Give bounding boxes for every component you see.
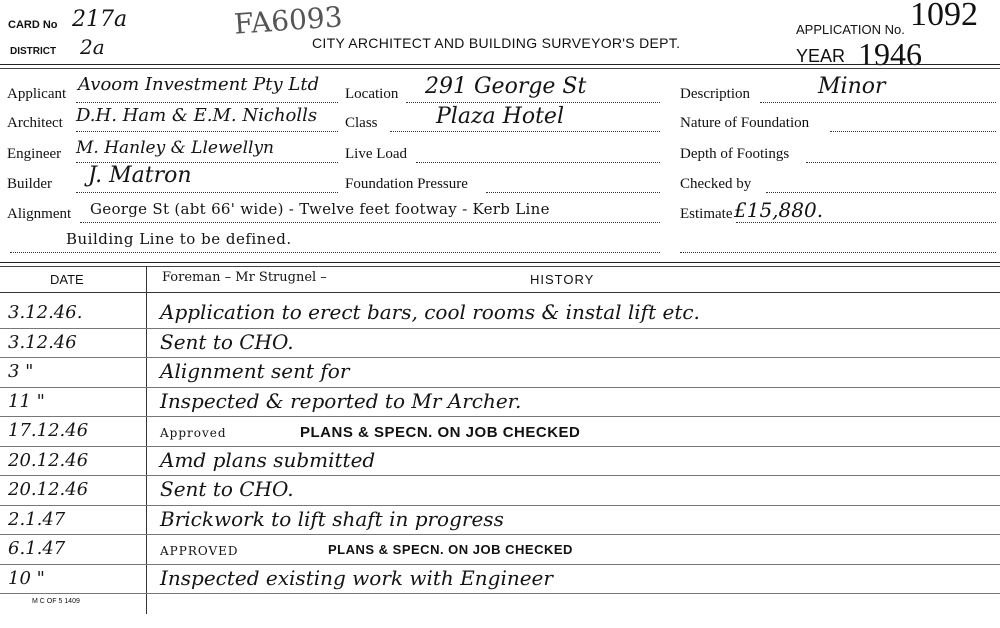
card-no-label: CARD No: [8, 19, 58, 31]
department-title: CITY ARCHITECT AND BUILDING SURVEYOR'S DEPT.: [312, 35, 681, 51]
history-date: 20.12.46: [8, 479, 89, 500]
date-column-header: DATE: [50, 272, 84, 287]
header-border-inner: [0, 68, 1000, 69]
history-row-line: [0, 505, 1000, 506]
checked-by-label: Checked by: [680, 176, 752, 192]
history-entry: Approved: [160, 426, 227, 440]
history-row-line: [0, 593, 1000, 594]
estimate-value: £15,880.: [734, 198, 824, 222]
history-row-line: [0, 446, 1000, 447]
history-entry: Application to erect bars, cool rooms & instal lift etc.: [160, 300, 700, 324]
history-row: [0, 536, 1000, 566]
history-top-border: [0, 262, 1000, 263]
foundation-pressure-line: [486, 192, 660, 193]
approval-stamp: PLANS & SPECN. ON JOB CHECKED: [328, 542, 573, 557]
history-entry: Sent to CHO.: [160, 477, 294, 501]
history-row-line: [0, 387, 1000, 388]
estimate-line: [736, 222, 996, 223]
architect-value: D.H. Ham & E.M. Nicholls: [76, 105, 318, 126]
district-value: 2a: [80, 35, 105, 59]
applicant-line: [76, 102, 338, 103]
history-row: [0, 359, 1000, 389]
foreman-note: Foreman – Mr Strugnel –: [162, 270, 327, 285]
history-date: 11 ": [8, 390, 45, 412]
history-row: [0, 418, 1000, 448]
history-top-border-inner: [0, 266, 1000, 267]
description-label: Description: [680, 86, 750, 102]
alignment-line: [80, 222, 660, 223]
district-label: DISTRICT: [10, 46, 57, 57]
alignment-value-2: Building Line to be defined.: [66, 230, 292, 248]
history-date: 3.12.46.: [8, 302, 83, 323]
history-date: 3.12.46: [8, 331, 77, 353]
location-label: Location: [345, 86, 399, 102]
class-line: [390, 131, 660, 132]
applicant-value: Avoom Investment Pty Ltd: [78, 74, 320, 95]
engineer-label: Engineer: [7, 146, 62, 162]
history-entry: Inspected existing work with Engineer: [160, 565, 553, 590]
estimate-label: Estimate: [680, 206, 733, 222]
depth-line: [806, 162, 996, 163]
year-label: YEAR: [796, 46, 846, 66]
history-row: [0, 507, 1000, 537]
alignment-line-2: [10, 252, 660, 253]
class-value: Plaza Hotel: [436, 104, 564, 129]
history-row: [0, 477, 1000, 507]
history-row: [0, 389, 1000, 419]
history-row-line: [0, 416, 1000, 417]
history-row-line: [0, 475, 1000, 476]
history-row: [0, 330, 1000, 360]
alignment-value: George St (abt 66' wide) - Twelve feet footway - Kerb Line: [90, 200, 550, 218]
class-label: Class: [345, 115, 378, 131]
history-row: [0, 448, 1000, 478]
architect-label: Architect: [7, 115, 63, 131]
live-load-line: [416, 162, 660, 163]
checked-line: [766, 192, 996, 193]
description-value: Minor: [818, 74, 886, 99]
application-no-label: APPLICATION No.: [796, 22, 905, 37]
file-reference: FA6093: [232, 0, 344, 41]
header-border: [0, 64, 1000, 65]
history-entry: APPROVED: [160, 544, 239, 558]
history-date: 6.1.47: [8, 538, 66, 559]
builder-value: J. Matron: [88, 163, 192, 188]
history-row-line: [0, 534, 1000, 535]
card-no-value: 217a: [72, 7, 128, 32]
alignment-label: Alignment: [7, 206, 72, 222]
history-row-line: [0, 328, 1000, 329]
application-no-value: 1092: [910, 0, 978, 33]
year-value: 1946: [858, 36, 922, 72]
engineer-value: M. Hanley & Llewellyn: [76, 138, 274, 158]
approval-stamp: PLANS & SPECN. ON JOB CHECKED: [300, 424, 581, 441]
live-load-label: Live Load: [345, 146, 408, 162]
history-entry: Alignment sent for: [160, 359, 350, 383]
location-line: [406, 102, 660, 103]
history-header-divider: [0, 292, 1000, 293]
estimate-line-2: [680, 252, 996, 253]
history-date: 3 ": [8, 361, 34, 382]
history-row-line: [0, 564, 1000, 565]
history-column-header: HISTORY: [530, 272, 595, 287]
architect-line: [76, 131, 338, 132]
form-code: M C OF 5 1409: [32, 598, 80, 605]
history-date: 17.12.46: [8, 420, 89, 441]
history-row: [0, 566, 1000, 596]
history-date: 10 ": [8, 567, 45, 589]
history-entry: Amd plans submitted: [160, 447, 376, 472]
history-entry: Sent to CHO.: [160, 329, 294, 354]
builder-label: Builder: [7, 176, 52, 192]
history-row-line: [0, 357, 1000, 358]
applicant-label: Applicant: [7, 86, 67, 102]
history-date: 2.1.47: [8, 508, 66, 530]
history-entry: Brickwork to lift shaft in progress: [160, 506, 504, 531]
history-row: [0, 300, 1000, 330]
description-line: [760, 102, 996, 103]
location-value: 291 George St: [425, 74, 587, 99]
nature-line: [830, 131, 996, 132]
history-date: 20.12.46: [8, 449, 89, 471]
foundation-pressure-label: Foundation Pressure: [345, 176, 468, 192]
depth-of-footings-label: Depth of Footings: [680, 146, 790, 162]
nature-of-foundation-label: Nature of Foundation: [680, 115, 810, 131]
builder-line: [76, 192, 338, 193]
history-entry: Inspected & reported to Mr Archer.: [160, 388, 522, 413]
